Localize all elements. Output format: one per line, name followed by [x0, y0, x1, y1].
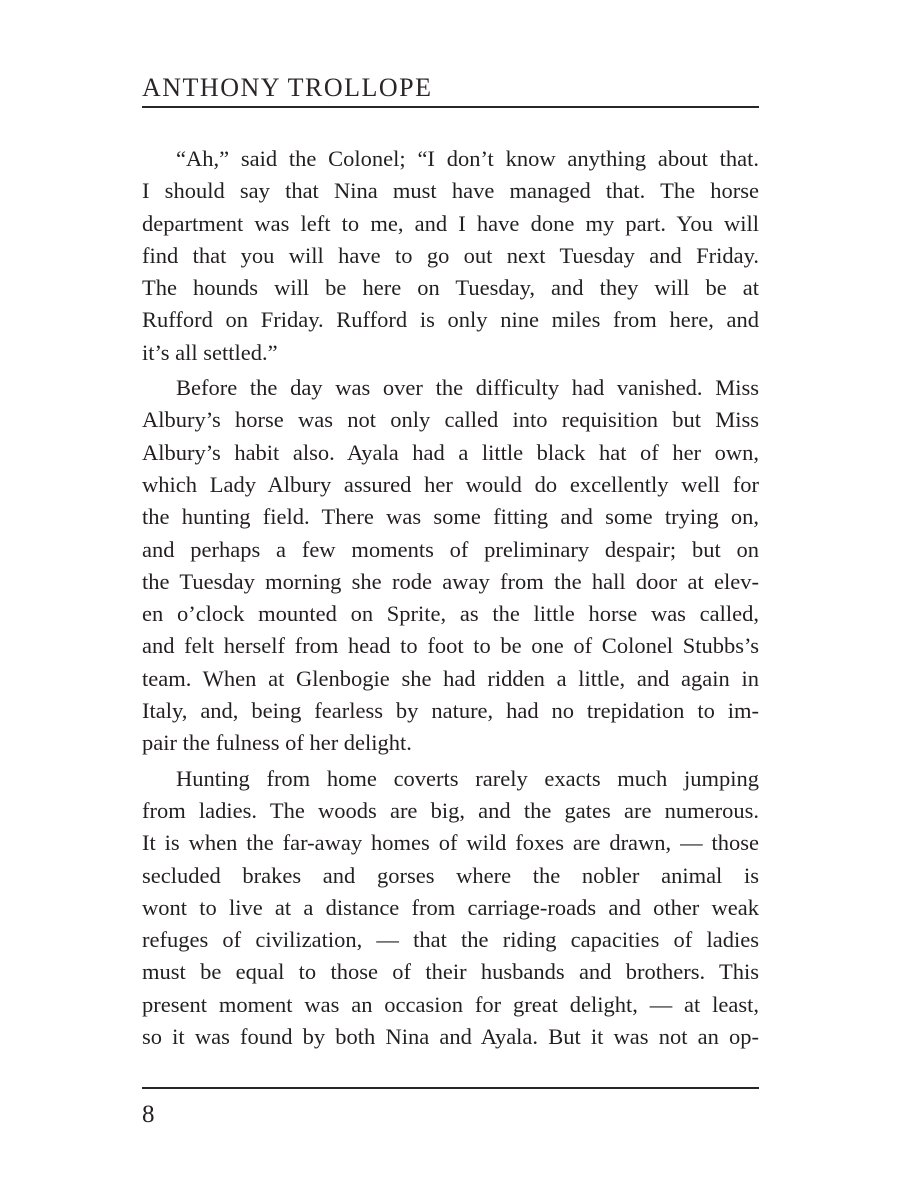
text-line: Before the day was over the difficulty had vanished. Miss: [176, 375, 759, 401]
text-line: Albury’s habit also. Ayala had a little black hat of her own,: [142, 439, 759, 465]
page-number: 8: [142, 1101, 155, 1128]
text-line: from ladies. The woods are big, and the gates are numerous.: [142, 797, 759, 823]
text-line: which Lady Albury assured her would do excellently well for: [142, 471, 759, 497]
text-line: and perhaps a few moments of preliminary despair; but on: [142, 536, 759, 562]
text-line: Italy, and, being fearless by nature, had no trepidation to im-: [142, 698, 759, 724]
running-head: ANTHONY TROLLOPE: [142, 73, 433, 102]
text-line: refuges of civilization, — that the riding capacities of ladies: [142, 927, 759, 953]
text-line: I should say that Nina must have managed that. The horse: [142, 178, 759, 204]
footer-rule: [142, 1087, 759, 1089]
text-line: so it was found by both Nina and Ayala. But it was not an op-: [142, 1024, 759, 1050]
text-line: the hunting field. There was some fitting and some trying on,: [142, 504, 759, 530]
text-line: it’s all settled.”: [142, 339, 278, 365]
text-line: Albury’s horse was not only called into requisition but Miss: [142, 407, 759, 433]
text-line: wont to live at a distance from carriage-roads and other weak: [142, 894, 759, 920]
text-line: en o’clock mounted on Sprite, as the little horse was called,: [142, 601, 759, 627]
body-text: [142, 143, 759, 1056]
text-line: secluded brakes and gorses where the nobler animal is: [142, 862, 759, 888]
text-line: team. When at Glenbogie she had ridden a little, and again in: [142, 665, 759, 691]
text-line: It is when the far-away homes of wild foxes are drawn, — those: [142, 830, 759, 856]
text-line: and felt herself from head to foot to be one of Colonel Stubbs’s: [142, 633, 759, 659]
text-line: “Ah,” said the Colonel; “I don’t know anything about that.: [176, 146, 759, 171]
text-line: must be equal to those of their husbands and brothers. This: [142, 959, 759, 985]
paragraph: [142, 143, 759, 369]
header-rule: [142, 106, 759, 108]
text-line: Hunting from home coverts rarely exacts much jumping: [176, 765, 759, 791]
text-line: find that you will have to go out next Tuesday and Friday.: [142, 242, 759, 268]
paragraph: [142, 763, 759, 1054]
text-line: pair the fulness of her delight.: [142, 730, 412, 756]
text-line: the Tuesday morning she rode away from the hall door at elev-: [142, 568, 759, 594]
text-line: The hounds will be here on Tuesday, and they will be at: [142, 275, 759, 301]
paragraph: [142, 372, 759, 760]
text-line: department was left to me, and I have done my part. You will: [142, 210, 759, 236]
text-line: present moment was an occasion for great delight, — at least,: [142, 991, 759, 1017]
text-line: Rufford on Friday. Rufford is only nine miles from here, and: [142, 307, 759, 333]
